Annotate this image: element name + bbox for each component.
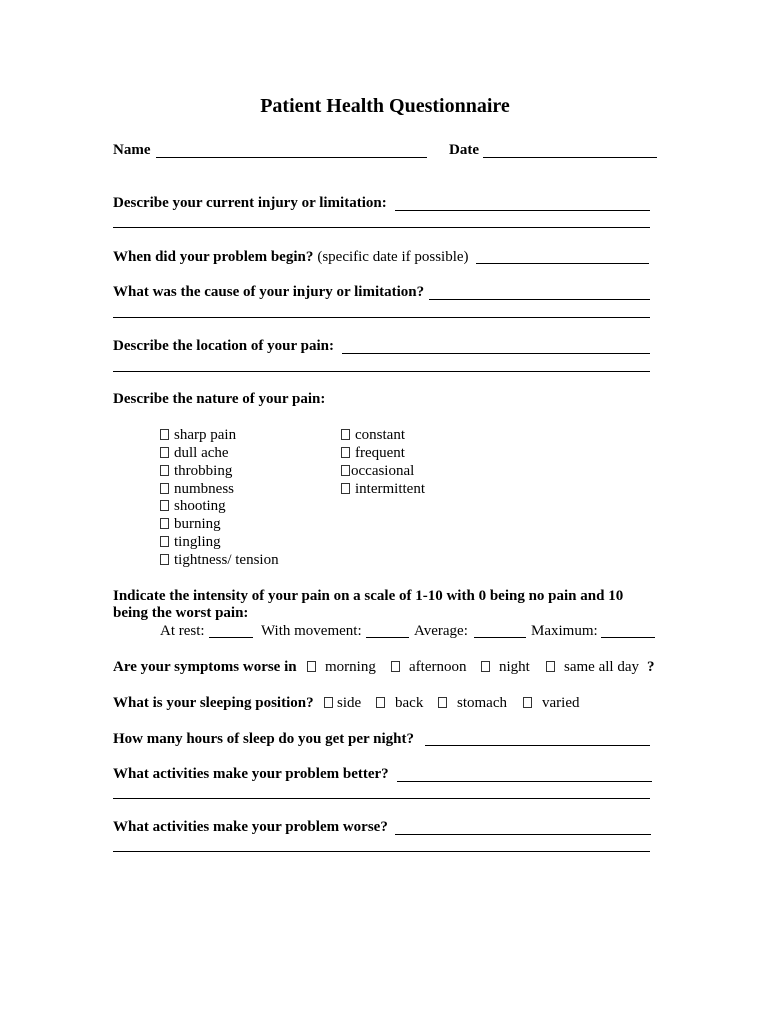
checkbox[interactable] <box>160 465 169 476</box>
sleep-option-side[interactable]: side <box>324 696 361 711</box>
better-activities-question: What activities make your problem better? <box>113 766 389 782</box>
name-label: Name <box>113 142 151 158</box>
date-label: Date <box>449 142 479 158</box>
checkbox[interactable] <box>160 554 169 565</box>
injury-question: Describe your current injury or limitation: <box>113 195 387 211</box>
checkbox[interactable] <box>546 661 555 672</box>
intensity-question-line-1: Indicate the intensity of your pain on a scale of 1-10 with 0 being no pain and 10 <box>113 588 624 604</box>
better-activities-field-line-1[interactable] <box>397 781 652 782</box>
better-activities-field-line-2[interactable] <box>113 798 650 799</box>
pain-frequency-frequent[interactable]: frequent <box>341 446 405 461</box>
intensity-question-line-2: being the worst pain: <box>113 605 249 621</box>
average-field[interactable] <box>474 637 526 638</box>
pain-frequency-intermittent[interactable]: intermittent <box>341 482 425 497</box>
location-field-line-1[interactable] <box>342 353 650 354</box>
worse-question-mark: ? <box>647 659 655 675</box>
cause-field-line-2[interactable] <box>113 317 650 318</box>
checkbox[interactable] <box>341 429 350 440</box>
checkbox[interactable] <box>160 500 169 511</box>
sleep-option-stomach[interactable]: stomach <box>438 696 507 711</box>
location-field-line-2[interactable] <box>113 371 650 372</box>
page-title: Patient Health Questionnaire <box>260 95 510 117</box>
cause-question: What was the cause of your injury or limitation? <box>113 284 425 300</box>
checkbox[interactable] <box>438 697 447 708</box>
checkbox[interactable] <box>376 697 385 708</box>
worse-question: Are your symptoms worse in <box>113 659 297 675</box>
worse-activities-field-line-1[interactable] <box>395 834 651 835</box>
begin-question: When did your problem begin? <box>113 249 314 265</box>
pain-type-dull[interactable]: dull ache <box>160 446 229 461</box>
name-field[interactable] <box>156 157 427 158</box>
maximum-label: Maximum: <box>531 623 598 639</box>
begin-question-note: (specific date if possible) <box>317 249 469 265</box>
worse-option-same-all-day[interactable]: same all day <box>546 660 639 675</box>
begin-field[interactable] <box>476 263 649 264</box>
checkbox[interactable] <box>324 697 333 708</box>
worse-activities-question: What activities make your problem worse? <box>113 819 388 835</box>
checkbox[interactable] <box>481 661 490 672</box>
pain-type-numbness[interactable]: numbness <box>160 482 234 497</box>
sleep-position-question: What is your sleeping position? <box>113 695 314 711</box>
pain-type-tingling[interactable]: tingling <box>160 535 221 550</box>
sleep-option-back[interactable]: back <box>376 696 423 711</box>
checkbox[interactable] <box>160 518 169 529</box>
worse-option-afternoon[interactable]: afternoon <box>391 660 466 675</box>
at-rest-label: At rest: <box>160 623 205 639</box>
with-movement-field[interactable] <box>366 637 409 638</box>
sleep-option-varied[interactable]: varied <box>523 696 579 711</box>
pain-type-tightness[interactable]: tightness/ tension <box>160 553 279 568</box>
checkbox[interactable] <box>341 447 350 458</box>
checkbox[interactable] <box>391 661 400 672</box>
injury-field-line-2[interactable] <box>113 227 650 228</box>
worse-activities-field-line-2[interactable] <box>113 851 650 852</box>
worse-option-night[interactable]: night <box>481 660 530 675</box>
nature-question: Describe the nature of your pain: <box>113 391 326 407</box>
checkbox[interactable] <box>341 483 350 494</box>
pain-type-sharp[interactable]: sharp pain <box>160 428 236 443</box>
checkbox[interactable] <box>160 429 169 440</box>
cause-field-line-1[interactable] <box>429 299 650 300</box>
with-movement-label: With movement: <box>261 623 362 639</box>
begin-question-row <box>113 249 469 265</box>
checkbox[interactable] <box>160 483 169 494</box>
pain-frequency-constant[interactable]: constant <box>341 428 405 443</box>
checkbox[interactable] <box>307 661 316 672</box>
checkbox[interactable] <box>160 447 169 458</box>
checkbox[interactable] <box>160 536 169 547</box>
checkbox[interactable] <box>523 697 532 708</box>
worse-option-morning[interactable]: morning <box>307 660 376 675</box>
at-rest-field[interactable] <box>209 637 253 638</box>
pain-type-throbbing[interactable]: throbbing <box>160 464 232 479</box>
sleep-hours-field[interactable] <box>425 745 650 746</box>
injury-field-line-1[interactable] <box>395 210 650 211</box>
maximum-field[interactable] <box>601 637 655 638</box>
date-field[interactable] <box>483 157 657 158</box>
average-label: Average: <box>414 623 468 639</box>
pain-type-shooting[interactable]: shooting <box>160 499 226 514</box>
sleep-hours-question: How many hours of sleep do you get per night? <box>113 731 414 747</box>
pain-frequency-occasional[interactable]: occasional <box>341 464 414 479</box>
pain-type-burning[interactable]: burning <box>160 517 221 532</box>
checkbox[interactable] <box>341 465 350 476</box>
location-question: Describe the location of your pain: <box>113 338 334 354</box>
